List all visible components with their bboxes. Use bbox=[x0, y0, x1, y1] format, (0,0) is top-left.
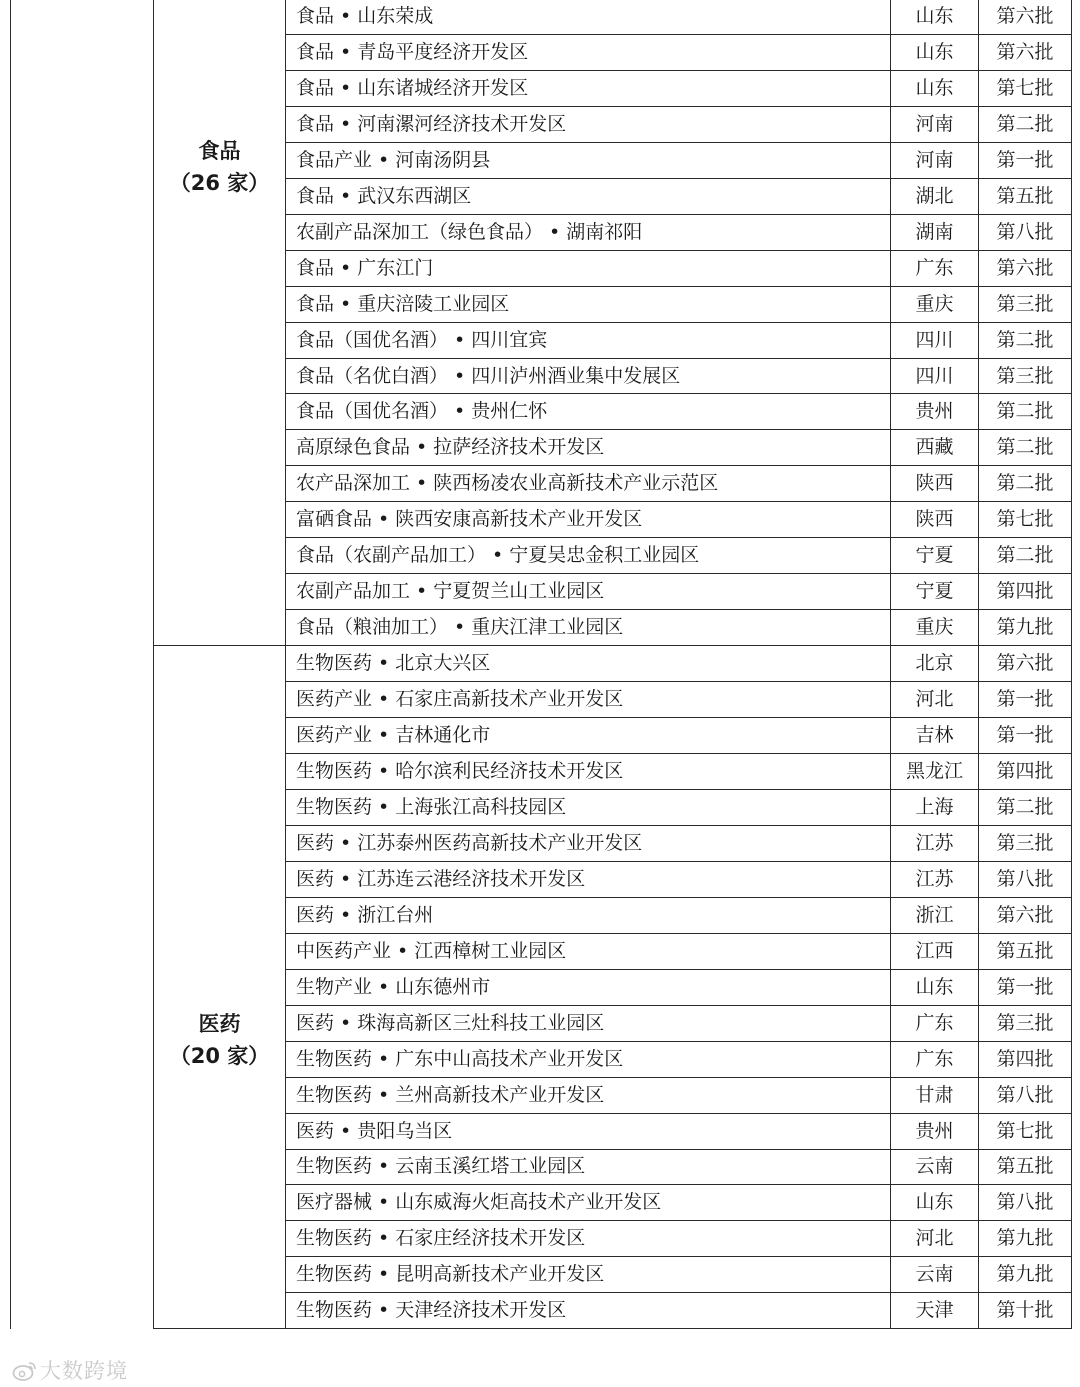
base-name-cell: 食品（粮油加工） • 重庆江津工业园区 bbox=[286, 610, 891, 646]
category-count: （26 家） bbox=[169, 170, 270, 195]
base-name-cell: 高原绿色食品 • 拉萨经济技术开发区 bbox=[286, 430, 891, 466]
industry-base-table bbox=[10, 0, 1072, 1329]
batch-cell: 第五批 bbox=[979, 1149, 1072, 1185]
base-name-cell: 农产品深加工 • 陕西杨凌农业高新技术产业示范区 bbox=[286, 466, 891, 502]
province-cell: 广东 bbox=[891, 1005, 979, 1041]
base-name-cell: 食品 • 青岛平度经济开发区 bbox=[286, 34, 891, 70]
province-cell: 山东 bbox=[891, 70, 979, 106]
category-count: （20 家） bbox=[169, 1043, 270, 1068]
category-name: 食品 bbox=[198, 139, 241, 163]
province-cell: 陕西 bbox=[891, 502, 979, 538]
base-name-cell: 生物医药 • 上海张江高科技园区 bbox=[286, 789, 891, 825]
batch-cell: 第一批 bbox=[979, 969, 1072, 1005]
batch-cell: 第八批 bbox=[979, 861, 1072, 897]
base-name-cell: 食品 • 山东诸城经济开发区 bbox=[286, 70, 891, 106]
base-name-cell: 食品 • 广东江门 bbox=[286, 250, 891, 286]
base-name-cell: 食品（农副产品加工） • 宁夏吴忠金积工业园区 bbox=[286, 538, 891, 574]
batch-cell: 第四批 bbox=[979, 754, 1072, 790]
province-cell: 广东 bbox=[891, 250, 979, 286]
base-name-cell: 医药产业 • 吉林通化市 bbox=[286, 718, 891, 754]
batch-cell: 第三批 bbox=[979, 358, 1072, 394]
batch-cell: 第四批 bbox=[979, 574, 1072, 610]
watermark-text: 大数跨境 bbox=[40, 1359, 128, 1383]
base-name-cell: 农副产品深加工（绿色食品） • 湖南祁阳 bbox=[286, 214, 891, 250]
base-name-cell: 农副产品加工 • 宁夏贺兰山工业园区 bbox=[286, 574, 891, 610]
province-cell: 湖北 bbox=[891, 178, 979, 214]
province-cell: 河北 bbox=[891, 1221, 979, 1257]
province-cell: 黑龙江 bbox=[891, 754, 979, 790]
batch-cell: 第五批 bbox=[979, 933, 1072, 969]
province-cell: 山东 bbox=[891, 34, 979, 70]
batch-cell: 第八批 bbox=[979, 1185, 1072, 1221]
province-cell: 山东 bbox=[891, 1185, 979, 1221]
batch-cell: 第五批 bbox=[979, 178, 1072, 214]
batch-cell: 第七批 bbox=[979, 1113, 1072, 1149]
batch-cell: 第十批 bbox=[979, 1293, 1072, 1329]
province-cell: 云南 bbox=[891, 1149, 979, 1185]
base-name-cell: 食品 • 重庆涪陵工业园区 bbox=[286, 286, 891, 322]
base-name-cell: 医药 • 江苏连云港经济技术开发区 bbox=[286, 861, 891, 897]
batch-cell: 第一批 bbox=[979, 142, 1072, 178]
base-name-cell: 生物医药 • 北京大兴区 bbox=[286, 646, 891, 682]
province-cell: 贵州 bbox=[891, 1113, 979, 1149]
batch-cell: 第八批 bbox=[979, 214, 1072, 250]
province-cell: 山东 bbox=[891, 969, 979, 1005]
province-cell: 重庆 bbox=[891, 286, 979, 322]
province-cell: 重庆 bbox=[891, 610, 979, 646]
province-cell: 河南 bbox=[891, 142, 979, 178]
province-cell: 西藏 bbox=[891, 430, 979, 466]
batch-cell: 第三批 bbox=[979, 1005, 1072, 1041]
base-name-cell: 食品 • 山东荣成 bbox=[286, 0, 891, 34]
category-name: 医药 bbox=[198, 1012, 241, 1037]
batch-cell: 第六批 bbox=[979, 0, 1072, 34]
batch-cell: 第二批 bbox=[979, 538, 1072, 574]
batch-cell: 第四批 bbox=[979, 1041, 1072, 1077]
province-cell: 浙江 bbox=[891, 897, 979, 933]
base-name-cell: 生物医药 • 天津经济技术开发区 bbox=[286, 1293, 891, 1329]
batch-cell: 第九批 bbox=[979, 1257, 1072, 1293]
base-name-cell: 生物医药 • 兰州高新技术产业开发区 bbox=[286, 1077, 891, 1113]
table-row bbox=[11, 0, 1072, 34]
base-name-cell: 生物产业 • 山东德州市 bbox=[286, 969, 891, 1005]
province-cell: 上海 bbox=[891, 789, 979, 825]
batch-cell: 第一批 bbox=[979, 682, 1072, 718]
weibo-logo-icon bbox=[12, 1360, 38, 1382]
base-name-cell: 医药 • 贵阳乌当区 bbox=[286, 1113, 891, 1149]
table-row bbox=[11, 646, 1072, 682]
base-name-cell: 医药产业 • 石家庄高新技术产业开发区 bbox=[286, 682, 891, 718]
batch-cell: 第六批 bbox=[979, 897, 1072, 933]
province-cell: 江西 bbox=[891, 933, 979, 969]
province-cell: 河南 bbox=[891, 106, 979, 142]
province-cell: 吉林 bbox=[891, 718, 979, 754]
batch-cell: 第二批 bbox=[979, 430, 1072, 466]
category-cell bbox=[154, 646, 286, 1329]
base-name-cell: 医疗器械 • 山东威海火炬高技术产业开发区 bbox=[286, 1185, 891, 1221]
province-cell: 四川 bbox=[891, 322, 979, 358]
base-name-cell: 医药 • 珠海高新区三灶科技工业园区 bbox=[286, 1005, 891, 1041]
batch-cell: 第九批 bbox=[979, 1221, 1072, 1257]
province-cell: 甘肃 bbox=[891, 1077, 979, 1113]
base-name-cell: 食品（国优名酒） • 贵州仁怀 bbox=[286, 394, 891, 430]
base-name-cell: 生物医药 • 哈尔滨利民经济技术开发区 bbox=[286, 754, 891, 790]
province-cell: 宁夏 bbox=[891, 574, 979, 610]
base-name-cell: 中医药产业 • 江西樟树工业园区 bbox=[286, 933, 891, 969]
base-name-cell: 医药 • 浙江台州 bbox=[286, 897, 891, 933]
batch-cell: 第二批 bbox=[979, 322, 1072, 358]
batch-cell: 第三批 bbox=[979, 286, 1072, 322]
base-name-cell: 食品 • 武汉东西湖区 bbox=[286, 178, 891, 214]
province-cell: 四川 bbox=[891, 358, 979, 394]
base-name-cell: 食品（国优名酒） • 四川宜宾 bbox=[286, 322, 891, 358]
batch-cell: 第六批 bbox=[979, 34, 1072, 70]
base-name-cell: 食品产业 • 河南汤阴县 bbox=[286, 142, 891, 178]
base-name-cell: 富硒食品 • 陕西安康高新技术产业开发区 bbox=[286, 502, 891, 538]
province-cell: 山东 bbox=[891, 0, 979, 34]
province-cell: 宁夏 bbox=[891, 538, 979, 574]
province-cell: 贵州 bbox=[891, 394, 979, 430]
batch-cell: 第六批 bbox=[979, 250, 1072, 286]
base-name-cell: 医药 • 江苏泰州医药高新技术产业开发区 bbox=[286, 825, 891, 861]
province-cell: 北京 bbox=[891, 646, 979, 682]
batch-cell: 第三批 bbox=[979, 825, 1072, 861]
base-name-cell: 生物医药 • 云南玉溪红塔工业园区 bbox=[286, 1149, 891, 1185]
batch-cell: 第六批 bbox=[979, 646, 1072, 682]
province-cell: 陕西 bbox=[891, 466, 979, 502]
batch-cell: 第二批 bbox=[979, 106, 1072, 142]
province-cell: 天津 bbox=[891, 1293, 979, 1329]
province-cell: 广东 bbox=[891, 1041, 979, 1077]
base-name-cell: 食品（名优白酒） • 四川泸州酒业集中发展区 bbox=[286, 358, 891, 394]
base-name-cell: 生物医药 • 石家庄经济技术开发区 bbox=[286, 1221, 891, 1257]
batch-cell: 第七批 bbox=[979, 502, 1072, 538]
batch-cell: 第七批 bbox=[979, 70, 1072, 106]
batch-cell: 第八批 bbox=[979, 1077, 1072, 1113]
province-cell: 河北 bbox=[891, 682, 979, 718]
base-name-cell: 生物医药 • 广东中山高技术产业开发区 bbox=[286, 1041, 891, 1077]
batch-cell: 第九批 bbox=[979, 610, 1072, 646]
province-cell: 云南 bbox=[891, 1257, 979, 1293]
base-name-cell: 生物医药 • 昆明高新技术产业开发区 bbox=[286, 1257, 891, 1293]
batch-cell: 第二批 bbox=[979, 466, 1072, 502]
category-cell bbox=[154, 0, 286, 646]
batch-cell: 第一批 bbox=[979, 718, 1072, 754]
outer-category-column bbox=[11, 0, 154, 1329]
base-name-cell: 食品 • 河南漯河经济技术开发区 bbox=[286, 106, 891, 142]
province-cell: 江苏 bbox=[891, 825, 979, 861]
province-cell: 湖南 bbox=[891, 214, 979, 250]
watermark bbox=[12, 1355, 128, 1385]
batch-cell: 第二批 bbox=[979, 394, 1072, 430]
batch-cell: 第二批 bbox=[979, 789, 1072, 825]
province-cell: 江苏 bbox=[891, 861, 979, 897]
